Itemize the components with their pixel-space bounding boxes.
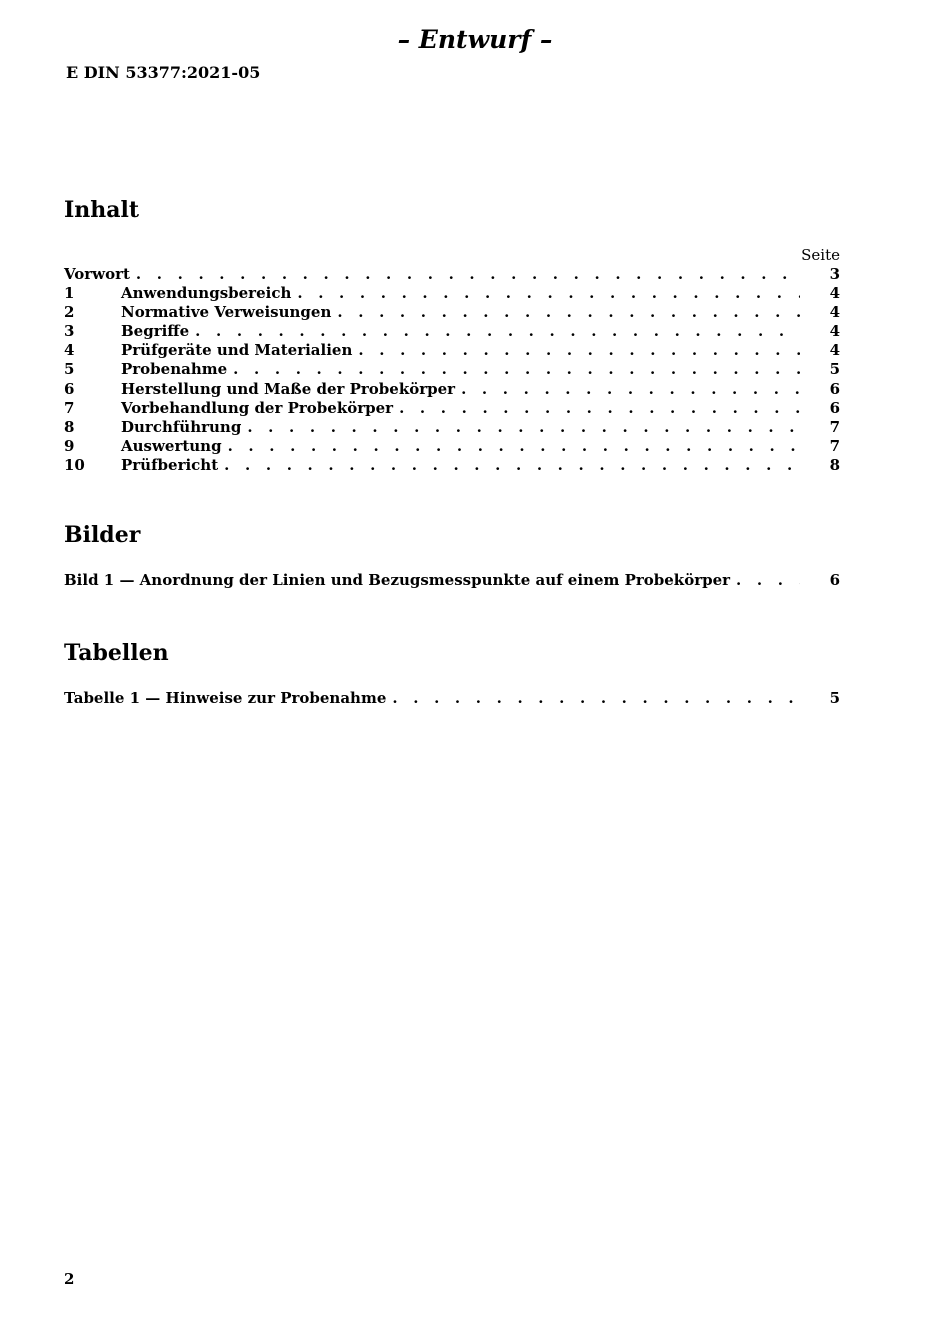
toc-entry-title: Auswertung (121, 436, 222, 455)
toc-entry-1[interactable] (64, 284, 840, 303)
toc-entry-number: 3 (64, 322, 75, 341)
toc-entry-number: 6 (64, 379, 75, 398)
dot-leader (228, 437, 800, 456)
toc-entry-number: 9 (64, 436, 75, 455)
toc-entry-number: 4 (64, 341, 75, 360)
tables-heading: Tabellen (64, 640, 169, 666)
dot-leader (136, 265, 800, 284)
toc-entry-7[interactable] (64, 399, 840, 418)
contents-list (64, 265, 840, 475)
toc-entry-page: 6 (829, 379, 840, 398)
figure-entry-page: 6 (829, 571, 840, 589)
toc-entry-number: 5 (64, 360, 75, 379)
draft-mark: – Entwurf – (397, 25, 553, 54)
dot-leader (247, 418, 800, 437)
toc-entry-6[interactable] (64, 380, 840, 399)
toc-entry-page: 4 (829, 284, 840, 303)
toc-entry-page: 3 (829, 265, 840, 283)
figure-entry[interactable] (64, 571, 840, 590)
dot-leader (195, 322, 800, 341)
dot-leader (224, 456, 800, 475)
toc-entry-title: Begriffe (121, 322, 190, 341)
toc-entry-page: 4 (829, 303, 840, 322)
toc-entry-4[interactable] (64, 341, 840, 360)
dot-leader (358, 341, 800, 360)
dot-leader (297, 284, 800, 303)
table-entry-page: 5 (829, 689, 840, 707)
dot-leader (399, 399, 800, 418)
dot-leader (392, 689, 800, 708)
toc-entry-5[interactable] (64, 360, 840, 379)
figures-list (64, 571, 840, 590)
toc-entry-number: 2 (64, 303, 75, 322)
dot-leader (337, 303, 800, 322)
toc-entry-title: Prüfgeräte und Materialien (121, 341, 353, 360)
toc-entry-page: 4 (829, 322, 840, 341)
toc-entry-page: 8 (829, 455, 840, 474)
tables-list (64, 689, 840, 708)
toc-entry-number: 1 (64, 284, 75, 303)
page-number: 2 (64, 1270, 75, 1288)
toc-entry-vorwort[interactable] (64, 265, 840, 284)
toc-entry-page: 7 (829, 417, 840, 436)
toc-entry-3[interactable] (64, 322, 840, 341)
toc-entry-page: 5 (829, 360, 840, 379)
dot-leader (736, 571, 800, 590)
toc-entry-title: Anwendungsbereich (121, 284, 292, 303)
toc-entry-page: 6 (829, 398, 840, 417)
table-entry[interactable] (64, 689, 840, 708)
page-column-label: Seite (801, 246, 840, 264)
figures-heading: Bilder (64, 522, 141, 548)
dot-leader (233, 360, 800, 379)
dot-leader (461, 380, 800, 399)
toc-entry-title: Durchführung (121, 417, 242, 436)
toc-entry-title: Herstellung und Maße der Probekörper (121, 379, 456, 398)
toc-entry-title: Vorwort (64, 265, 130, 283)
toc-entry-2[interactable] (64, 303, 840, 322)
toc-entry-number: 7 (64, 398, 75, 417)
toc-entry-title: Prüfbericht (121, 455, 219, 474)
toc-entry-title: Probenahme (121, 360, 228, 379)
toc-entry-9[interactable] (64, 437, 840, 456)
toc-entry-number: 10 (64, 455, 85, 474)
toc-entry-number: 8 (64, 417, 75, 436)
toc-entry-page: 7 (829, 436, 840, 455)
figure-entry-title: Bild 1 — Anordnung der Linien und Bezugsmesspunkte auf einem Probekörper (64, 571, 731, 589)
toc-entry-title: Normative Verweisungen (121, 303, 332, 322)
toc-entry-8[interactable] (64, 418, 840, 437)
document-id: E DIN 53377:2021-05 (66, 63, 261, 82)
table-entry-title: Tabelle 1 — Hinweise zur Probenahme (64, 689, 387, 707)
contents-heading: Inhalt (64, 197, 140, 223)
toc-entry-10[interactable] (64, 456, 840, 475)
toc-entry-title: Vorbehandlung der Probekörper (121, 398, 394, 417)
toc-entry-page: 4 (829, 341, 840, 360)
